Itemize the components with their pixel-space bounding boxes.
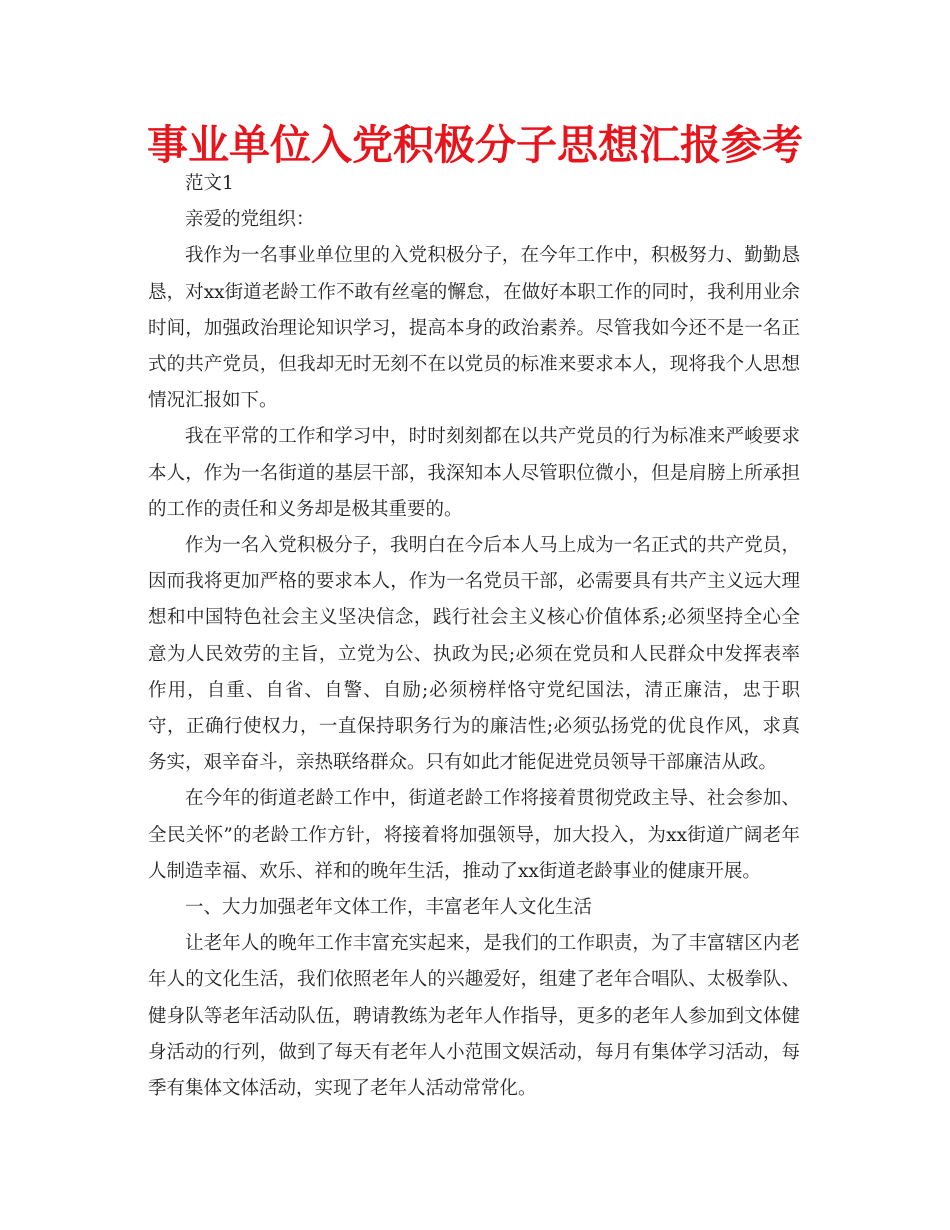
paragraph-salutation: 亲爱的党组织： [185,209,315,231]
paragraph-section-heading-1: 一、大力加强老年文体工作，丰富老年人文化生活 [185,897,593,919]
document-body [148,166,800,1107]
paragraph-party-requirements: 作为一名入党积极分子，我明白在今后本人马上成为一名正式的共产党员，因而我将更加严格的要求本人，作为一名党员干部，必需要具有共产主义远大理想和中国特色社会主义坚决信念，践行社会主义核心价值体系;必须坚持全心全意为人民效劳的主旨，立党为公、执政为民;必须在党员和人民群众中发挥表率作用，自重、自省、自警、自励;必须榜样恪守党纪国法，清正廉洁，忠于职守，正确行使权力，一直保持职务行为的廉洁性;必须弘扬党的优良作风，求真务实，艰辛奋斗，亲热联络群众。只有如此才能促进党员领导干部廉洁从政。 [148,535,800,774]
paragraph-heading-sample: 范文1 [185,173,234,194]
paragraph-cultural-activities: 让老年人的晚年工作丰富充实起来，是我们的工作职责，为了丰富辖区内老年人的文化生活，我们依照老年人的兴趣爱好，组建了老年合唱队、太极拳队、健身队等老年活动队伍，聘请教练为老年人作指导，更多的老年人参加到文体健身活动的行列，做到了每天有老年人小范围文娱活动，每月有集体学习活动，每季有集体文体活动，实现了老年人活动常常化。 [148,933,800,1100]
paragraph-aging-work: 在今年的街道老龄工作中，街道老龄工作将接着贯彻党政主导、社会参加、全民关怀”的老龄工作方针，将接着将加强领导，加大投入，为xx街道广阔老年人制造幸福、欢乐、祥和的晚年生活，推动了xx街道老龄事业的健康开展。 [148,788,800,882]
document-title: 事业单位入党积极分子思想汇报参考 [147,121,803,169]
paragraph-introduction: 我作为一名事业单位里的入党积极分子，在今年工作中，积极努力、勤勤恳恳，对xx街道老龄工作不敢有丝毫的懈怠，在做好本职工作的同时，我利用业余时间，加强政治理论知识学习，提高本身的政治素养。尽管我如今还不是一名正式的共产党员，但我却无时无刻不在以党员的标准来要求本人，现将我个人思想情况汇报如下。 [148,245,800,412]
paragraph-daily-work: 我在平常的工作和学习中，时时刻刻都在以共产党员的行为标准来严峻要求本人，作为一名街道的基层干部，我深知本人尽管职位微小，但是肩膀上所承担的工作的责任和义务却是极其重要的。 [148,426,800,520]
